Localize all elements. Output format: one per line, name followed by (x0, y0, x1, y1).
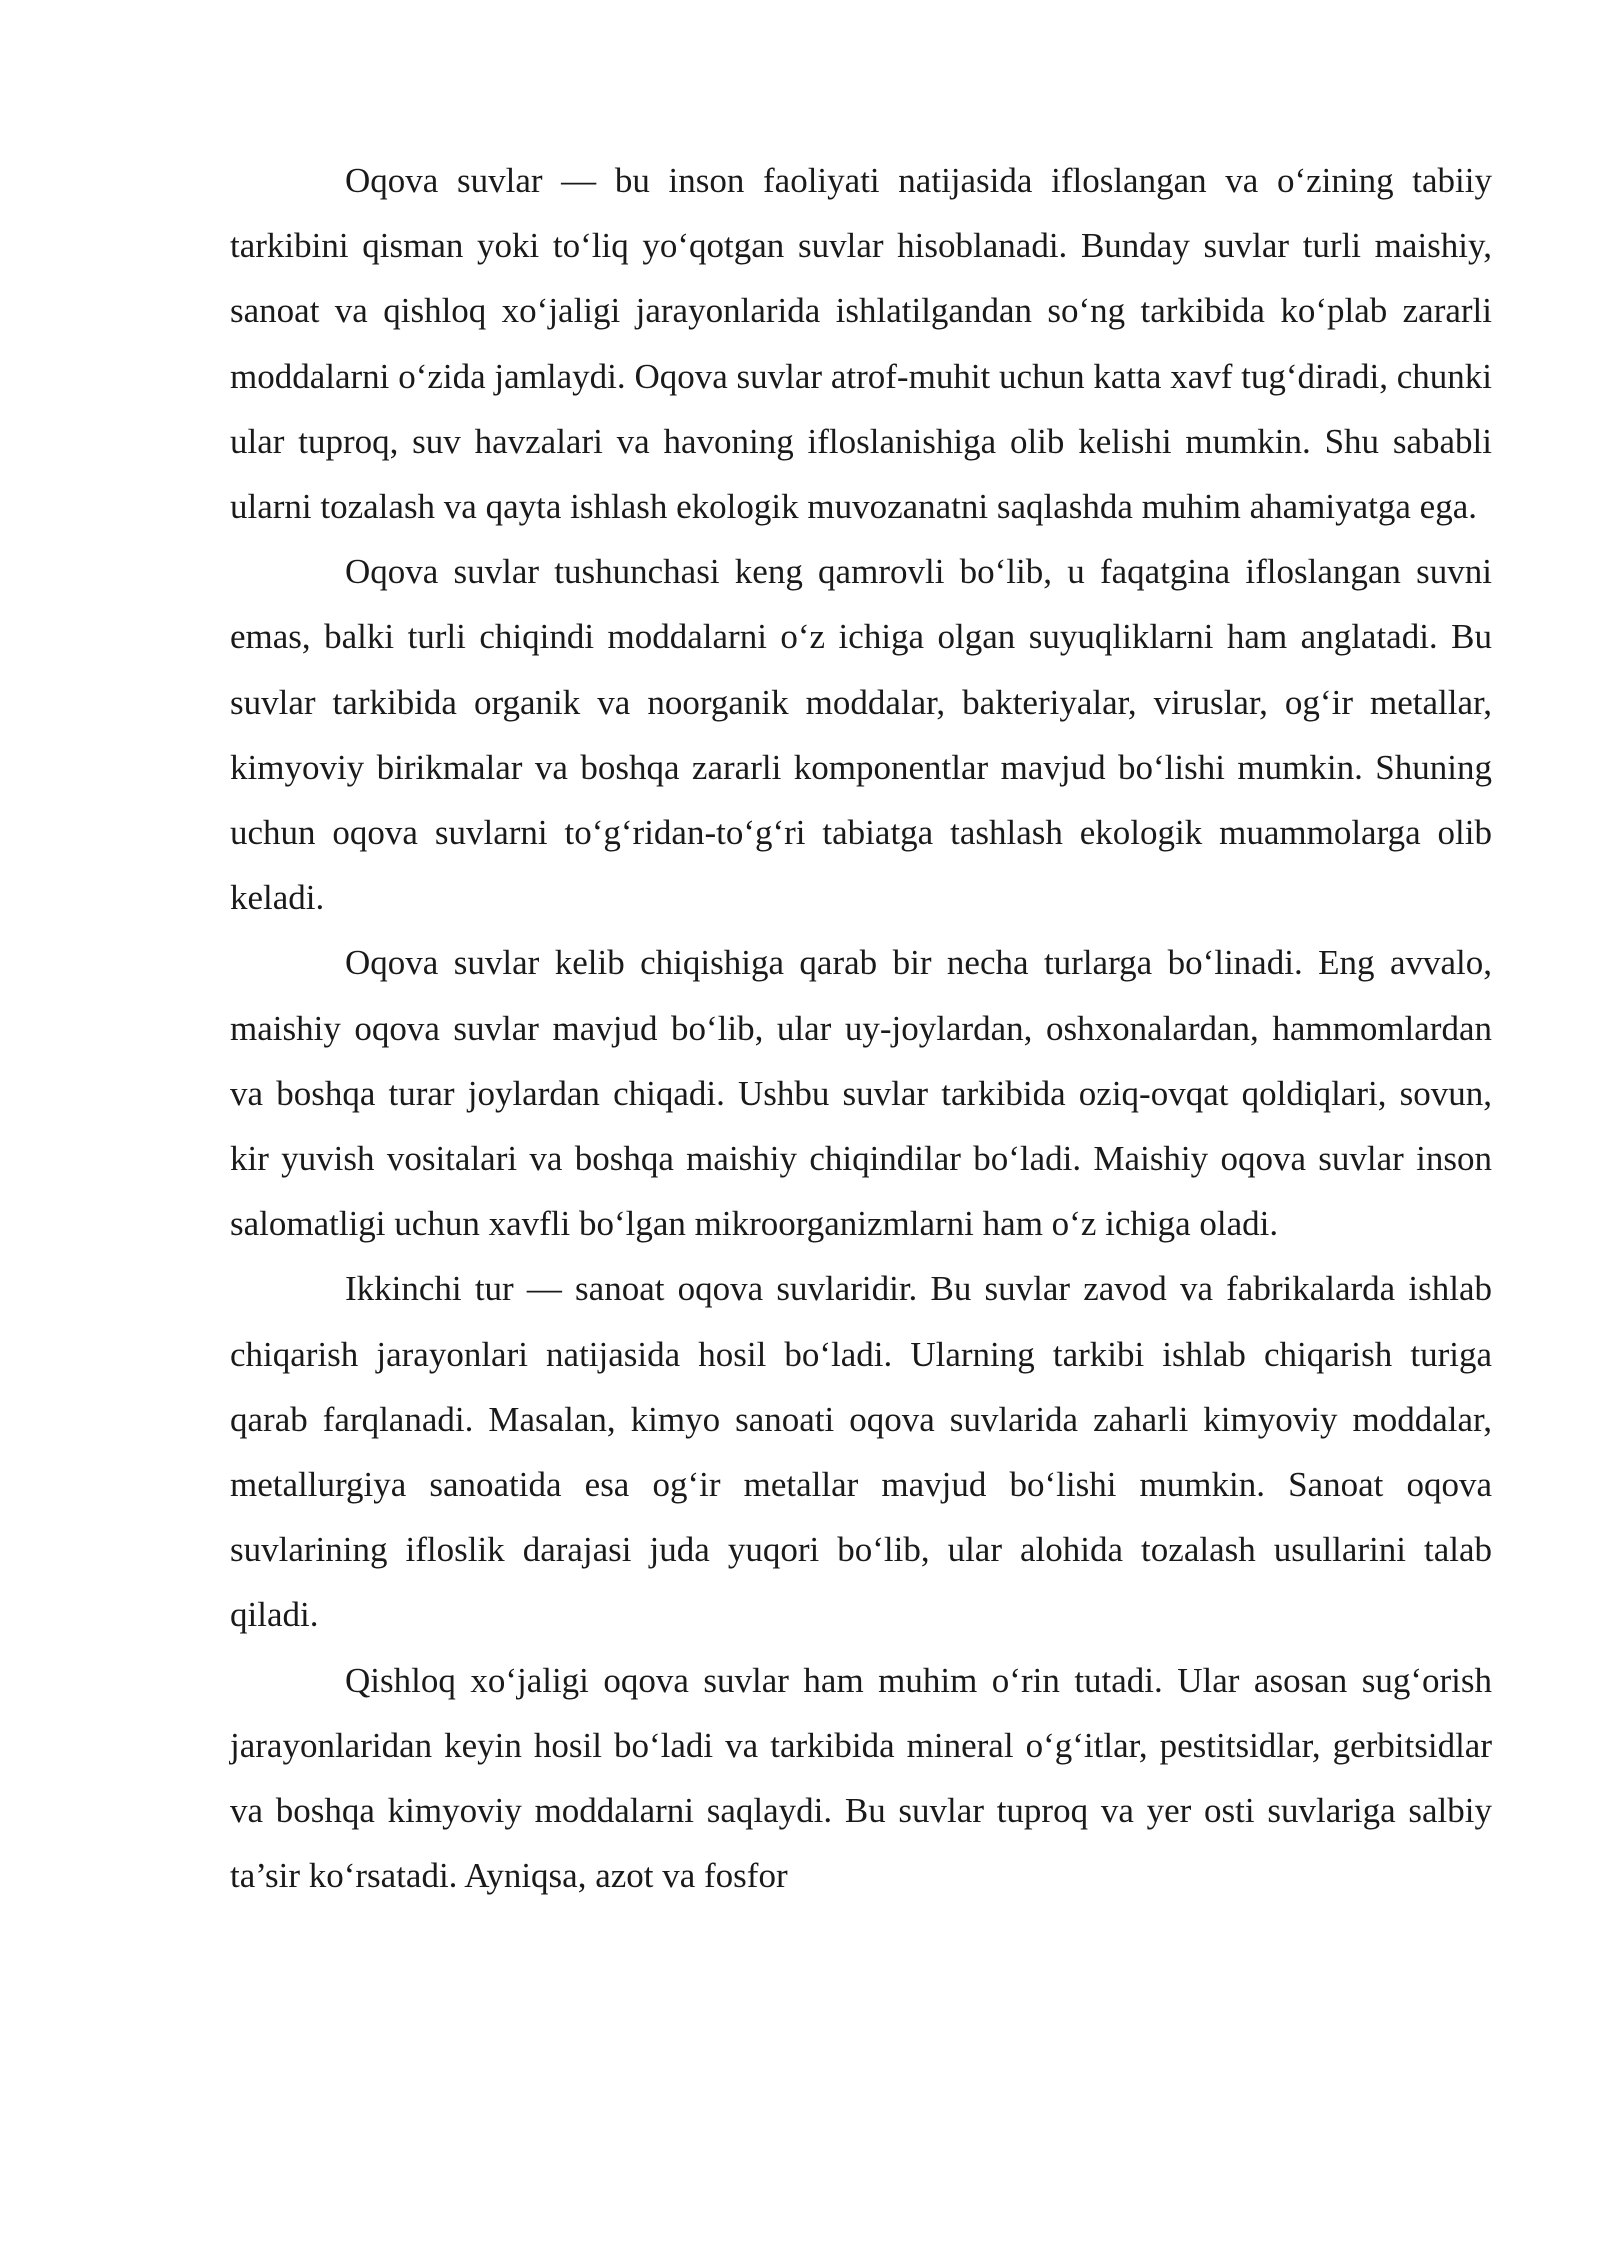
paragraph-industrial-wastewater: Ikkinchi tur — sanoat oqova suvlaridir. Bu suvlar zavod va fabrikalarda ishlab chiqarish jarayonlari natijasida hosil bo‘ladi. Ularning tarkibi ishlab chiqarish turiga qarab farqlanadi. Masalan, kimyo sanoati oqova suvlarida zaharli kimyoviy moddalar, metallurgiya sanoatida esa og‘ir metallar mavjud bo‘lishi mumkin. Sanoat oqova suvlarining ifloslik darajasi juda yuqori bo‘lib, ular alohida tozalash usullarini talab qiladi. (230, 1269, 1492, 1635)
paragraph-wastewater-definition: Oqova suvlar — bu inson faoliyati natijasida ifloslangan va o‘zining tabiiy tarkibini qisman yoki to‘liq yo‘qotgan suvlar hisoblanadi. Bunday suvlar turli maishiy, sanoat va qishloq xo‘jaligi jarayonlarida ishlatilgandan so‘ng tarkibida ko‘plab zararli moddalarni o‘zida jamlaydi. Oqova suvlar atrof-muhit uchun katta xavf tug‘diradi, chunki ular tuproq, suv havzalari va havoning ifloslanishiga olib kelishi mumkin. Shu sababli ularni tozalash va qayta ishlash ekologik muvozanatni saqlashda muhim ahamiyatga ega. (230, 161, 1492, 527)
paragraph-domestic-wastewater: Oqova suvlar kelib chiqishiga qarab bir necha turlarga bo‘linadi. Eng avvalo, maishiy oqova suvlar mavjud bo‘lib, ular uy-joylardan, oshxonalardan, hammomlardan va boshqa turar joylardan chiqadi. Ushbu suvlar tarkibida oziq-ovqat qoldiqlari, sovun, kir yuvish vositalari va boshqa maishiy chiqindilar bo‘ladi. Maishiy oqova suvlar inson salomatligi uchun xavfli bo‘lgan mikroorganizmlarni ham o‘z ichiga oladi. (230, 943, 1492, 1244)
document-body (230, 148, 1492, 1908)
paragraph-wastewater-concept: Oqova suvlar tushunchasi keng qamrovli bo‘lib, u faqatgina ifloslangan suvni emas, balki turli chiqindi moddalarni o‘z ichiga olgan suyuqliklarni ham anglatadi. Bu suvlar tarkibida organik va noorganik moddalar, bakteriyalar, viruslar, og‘ir metallar, kimyoviy birikmalar va boshqa zararli komponentlar mavjud bo‘lishi mumkin. Shuning uchun oqova suvlarni to‘g‘ridan-to‘g‘ri tabiatga tashlash ekologik muammolarga olib keladi. (230, 552, 1492, 918)
paragraph-agricultural-wastewater: Qishloq xo‘jaligi oqova suvlar ham muhim o‘rin tutadi. Ular asosan sug‘orish jarayonlaridan keyin hosil bo‘ladi va tarkibida mineral o‘g‘itlar, pestitsidlar, gerbitsidlar va boshqa kimyoviy moddalarni saqlaydi. Bu suvlar tuproq va yer osti suvlariga salbiy ta’sir ko‘rsatadi. Ayniqsa, azot va fosfor (230, 1660, 1492, 1896)
